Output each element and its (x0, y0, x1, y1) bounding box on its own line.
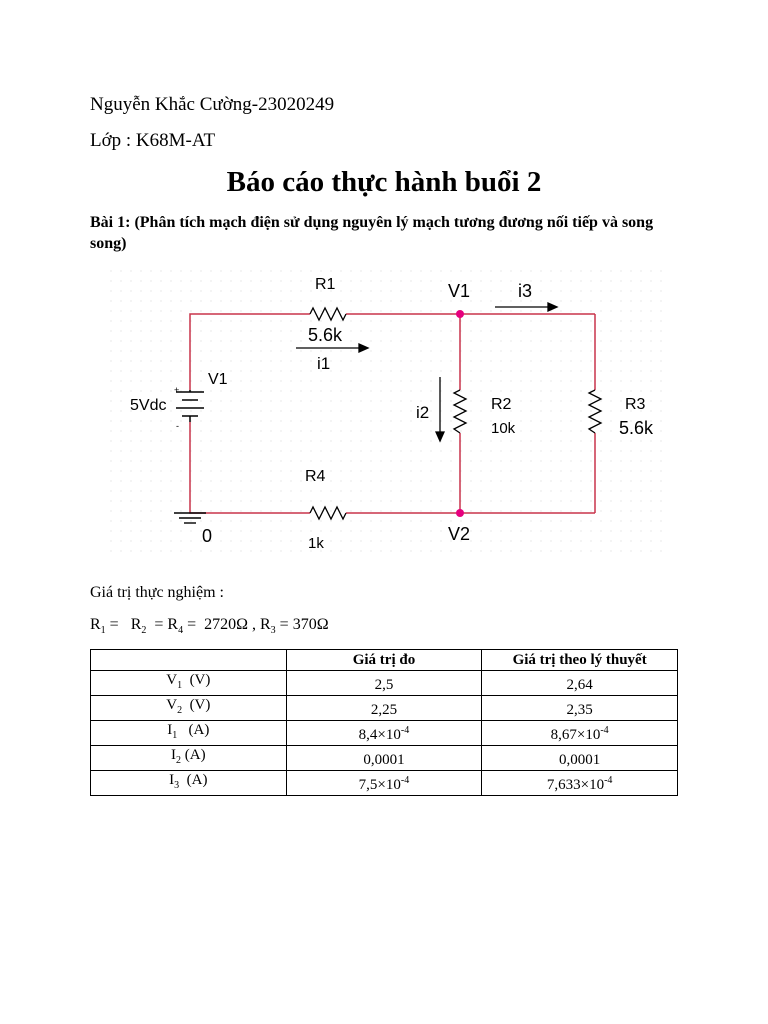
quantity-cell (91, 721, 287, 746)
theory-exponent: -4 (600, 725, 609, 736)
measured-value: 2,25 (370, 702, 398, 718)
quantity-symbol: V (166, 672, 178, 688)
quantity-cell (91, 696, 287, 721)
r3-name: R3 (625, 396, 646, 413)
theory-cell (482, 721, 678, 746)
r2-subscript: 2 (141, 625, 147, 637)
measured-exponent: -4 (400, 775, 410, 786)
theory-value: 2,64 (566, 677, 593, 693)
r2-value: 10k (491, 420, 516, 437)
measured-cell (286, 671, 482, 696)
table-row (91, 771, 678, 796)
measured-cell (286, 696, 482, 721)
r2-equals: = (146, 616, 168, 633)
measured-cell (286, 746, 482, 771)
theory-cell (482, 746, 678, 771)
measured-cell (286, 771, 482, 796)
header-cell (91, 650, 287, 671)
theory-value: 2,35 (566, 702, 593, 718)
current-i3: i3 (518, 281, 533, 301)
quantity-cell (91, 746, 287, 771)
r3-symbol: R (260, 616, 271, 633)
quantity-unit: (A) (181, 747, 206, 763)
theory-exponent: -4 (604, 775, 613, 786)
current-i2: i2 (416, 403, 430, 422)
r3-subscript: 3 (270, 625, 276, 637)
quantity-unit: (V) (182, 672, 211, 688)
theory-cell (482, 771, 678, 796)
quantity-symbol: I (167, 722, 173, 738)
quantity-subscript: 1 (172, 730, 178, 741)
r4-value: 1k (308, 535, 324, 552)
exercise-heading: Bài 1: (Phân tích mạch điện sử dụng nguyên lý mạch tương đương nối tiếp và song song) (90, 214, 654, 252)
node-v1-dot (456, 310, 464, 318)
table-header-row (91, 650, 678, 671)
table-row (91, 671, 678, 696)
measured-exponent: -4 (400, 725, 410, 736)
ground-label: 0 (202, 526, 213, 546)
r4-equals: = 2720Ω , (183, 616, 260, 633)
measured-value: 7,5×10 (358, 777, 401, 793)
quantity-unit: (A) (179, 772, 208, 788)
r3-equals: = 370Ω (275, 616, 329, 633)
experimental-label: Giá trị thực nghiệm : (90, 584, 224, 601)
r1-symbol: R (90, 616, 101, 633)
quantity-subscript: 2 (176, 755, 182, 766)
table-row (91, 746, 678, 771)
theory-cell (482, 671, 678, 696)
r1-name: R1 (315, 276, 336, 293)
r3-value: 5.6k (619, 418, 654, 438)
r2-name: R2 (491, 396, 512, 413)
measured-value: 2,5 (374, 677, 394, 693)
circuit-diagram (110, 270, 670, 560)
node-v2-dot (456, 509, 464, 517)
r2-symbol: R (130, 616, 142, 633)
node-v2-label: V2 (448, 524, 471, 544)
quantity-symbol: V (166, 697, 178, 713)
theory-value: 0,0001 (559, 752, 601, 768)
quantity-cell (91, 671, 287, 696)
measured-value: 8,4×10 (358, 727, 401, 743)
table-row (91, 721, 678, 746)
quantity-subscript: 1 (177, 680, 183, 691)
results-table (90, 649, 678, 796)
quantity-cell (91, 771, 287, 796)
quantity-symbol: I (169, 772, 175, 788)
quantity-subscript: 2 (177, 705, 183, 716)
author-line: Nguyễn Khắc Cường-23020249 (90, 94, 335, 115)
current-i1: i1 (317, 354, 331, 373)
source-value: 5Vdc (130, 397, 167, 414)
quantity-unit: (V) (182, 697, 211, 713)
r1-equals: = (105, 616, 131, 633)
r4-subscript: 4 (178, 625, 184, 637)
node-v1-label: V1 (448, 281, 471, 301)
table-row (91, 696, 678, 721)
header-cell: Giá trị theo lý thuyết (482, 650, 678, 671)
quantity-symbol: I (171, 747, 177, 763)
r1-value: 5.6k (308, 325, 343, 345)
source-name: V1 (208, 371, 228, 388)
header-cell: Giá trị đo (286, 650, 482, 671)
measured-cell (286, 721, 482, 746)
quantity-subscript: 3 (174, 780, 180, 791)
measured-value: 0,0001 (363, 752, 405, 768)
battery-plus: + (174, 385, 180, 395)
class-line: Lớp : K68M-AT (90, 130, 216, 151)
resistor-values (90, 616, 329, 636)
r4-symbol: R (167, 616, 179, 633)
theory-value: 8,67×10 (550, 727, 601, 743)
page-title: Báo cáo thực hành buổi 2 (226, 166, 542, 198)
r1-subscript: 1 (100, 625, 106, 637)
quantity-unit: (A) (177, 722, 210, 738)
r4-name: R4 (305, 468, 326, 485)
theory-value: 7,633×10 (546, 777, 605, 793)
battery-minus: - (176, 421, 179, 431)
theory-cell (482, 696, 678, 721)
